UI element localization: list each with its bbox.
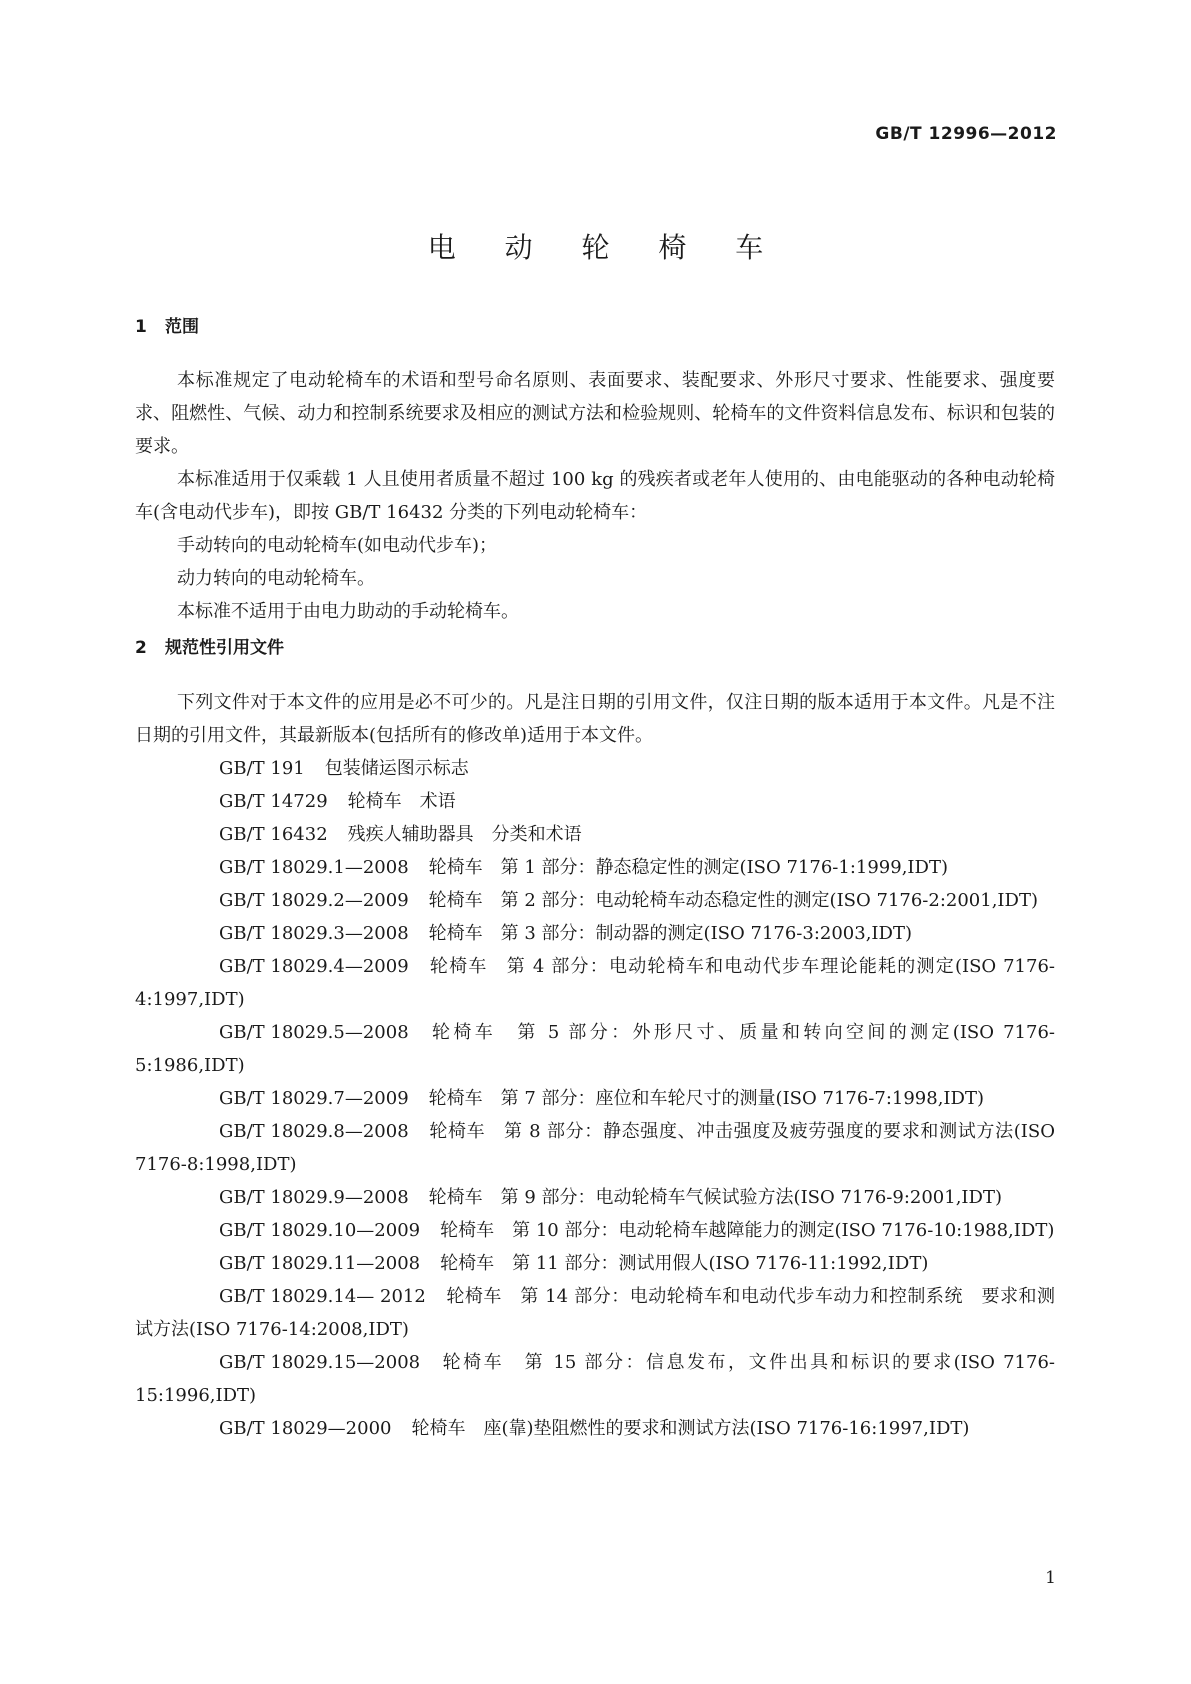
reference-title: 轮椅车 第 4 部分：电动轮椅车和电动代步车理论能耗的测定(ISO 7176-4:1997,IDT) <box>135 956 1055 1010</box>
reference-code: GB/T 18029.14— 2012 <box>219 1286 426 1307</box>
reference-title: 轮椅车 座(靠)垫阻燃性的要求和测试方法(ISO 7176-16:1997,IDT) <box>411 1418 970 1439</box>
reference-title: 轮椅车 第 5 部分：外形尺寸、质量和转向空间的测定(ISO 7176-5:1986,IDT) <box>135 1022 1055 1076</box>
reference-code: GB/T 18029.7—2009 <box>219 1088 409 1109</box>
reference-title: 轮椅车 第 3 部分：制动器的测定(ISO 7176-3:2003,IDT) <box>428 923 913 944</box>
section-heading-scope <box>135 312 199 337</box>
reference-code: GB/T 18029.10—2009 <box>219 1220 421 1241</box>
reference-code: GB/T 18029.8—2008 <box>219 1121 409 1142</box>
reference-item <box>135 1280 1055 1346</box>
paragraph: 本标准不适用于由电力助动的手动轮椅车。 <box>177 601 519 622</box>
reference-title: 轮椅车 第 14 部分：电动轮椅车和电动代步车动力和控制系统 要求和测试方法(ISO 7176-14:2008,IDT) <box>135 1286 1055 1340</box>
scope-body <box>135 364 1055 628</box>
reference-code: GB/T 191 <box>219 758 305 779</box>
reference-code: GB/T 18029.3—2008 <box>219 923 409 944</box>
section-number: 2 <box>135 638 147 658</box>
reference-item <box>135 1082 1055 1115</box>
reference-item <box>135 884 1055 917</box>
reference-title: 轮椅车 第 11 部分：测试用假人(ISO 7176-11:1992,IDT) <box>440 1253 929 1274</box>
page-number: 1 <box>1045 1568 1056 1588</box>
reference-item <box>135 1214 1055 1247</box>
references-body <box>135 686 1055 1445</box>
reference-item <box>135 1412 1055 1445</box>
reference-code: GB/T 16432 <box>219 824 328 845</box>
paragraph: 动力转向的电动轮椅车。 <box>177 568 375 589</box>
document-title: 电 动 轮 椅 车 <box>427 231 784 264</box>
standard-number: GB/T 12996—2012 <box>875 124 1057 144</box>
reference-code: GB/T 18029.9—2008 <box>219 1187 409 1208</box>
reference-code: GB/T 18029.15—2008 <box>219 1352 421 1373</box>
reference-code: GB/T 18029.1—2008 <box>219 857 409 878</box>
reference-item <box>135 917 1055 950</box>
paragraph: 本标准规定了电动轮椅车的术语和型号命名原则、表面要求、装配要求、外形尺寸要求、性能要求、强度要求、阻燃性、气候、动力和控制系统要求及相应的测试方法和检验规则、轮椅车的文件资料信息发布、标识和包装的要求。 <box>135 370 1055 457</box>
reference-title: 轮椅车 第 10 部分：电动轮椅车越障能力的测定(ISO 7176-10:1988,IDT) <box>440 1220 1055 1241</box>
section-title: 范围 <box>165 317 199 337</box>
reference-item <box>135 950 1055 1016</box>
reference-title: 残疾人辅助器具 分类和术语 <box>347 824 582 845</box>
section-title: 规范性引用文件 <box>165 638 284 658</box>
reference-code: GB/T 18029.5—2008 <box>219 1022 409 1043</box>
reference-code: GB/T 18029.11—2008 <box>219 1253 421 1274</box>
paragraph: 手动转向的电动轮椅车(如电动代步车)； <box>177 535 498 556</box>
reference-title: 轮椅车 第 8 部分：静态强度、冲击强度及疲劳强度的要求和测试方法(ISO 7176-8:1998,IDT) <box>135 1121 1055 1175</box>
reference-title: 轮椅车 第 2 部分：电动轮椅车动态稳定性的测定(ISO 7176-2:2001,IDT) <box>428 890 1038 911</box>
section-heading-normative-references <box>135 633 284 658</box>
reference-item <box>135 851 1055 884</box>
reference-title: 轮椅车 第 1 部分：静态稳定性的测定(ISO 7176-1:1999,IDT) <box>428 857 949 878</box>
reference-title: 轮椅车 第 7 部分：座位和车轮尺寸的测量(ISO 7176-7:1998,IDT) <box>428 1088 984 1109</box>
reference-title: 轮椅车 第 15 部分：信息发布，文件出具和标识的要求(ISO 7176-15:1996,IDT) <box>135 1352 1055 1406</box>
reference-code: GB/T 18029.2—2009 <box>219 890 409 911</box>
reference-code: GB/T 14729 <box>219 791 328 812</box>
reference-item <box>135 752 1055 785</box>
reference-title: 轮椅车 第 9 部分：电动轮椅车气候试验方法(ISO 7176-9:2001,IDT) <box>428 1187 1002 1208</box>
section-number: 1 <box>135 317 147 337</box>
paragraph: 下列文件对于本文件的应用是必不可少的。凡是注日期的引用文件，仅注日期的版本适用于本文件。凡是不注日期的引用文件，其最新版本(包括所有的修改单)适用于本文件。 <box>135 692 1055 746</box>
reference-item <box>135 1115 1055 1181</box>
reference-title: 包装储运图示标志 <box>324 758 469 779</box>
reference-item <box>135 1181 1055 1214</box>
paragraph: 本标准适用于仅乘载 1 人且使用者质量不超过 100 kg 的残疾者或老年人使用的、由电能驱动的各种电动轮椅车(含电动代步车)，即按 GB/T 16432 分类的下列电动轮椅车： <box>135 469 1055 523</box>
reference-item <box>135 785 1055 818</box>
reference-title: 轮椅车 术语 <box>347 791 456 812</box>
reference-item <box>135 1247 1055 1280</box>
reference-item <box>135 1016 1055 1082</box>
reference-item <box>135 1346 1055 1412</box>
reference-code: GB/T 18029—2000 <box>219 1418 392 1439</box>
reference-item <box>135 818 1055 851</box>
reference-code: GB/T 18029.4—2009 <box>219 956 409 977</box>
